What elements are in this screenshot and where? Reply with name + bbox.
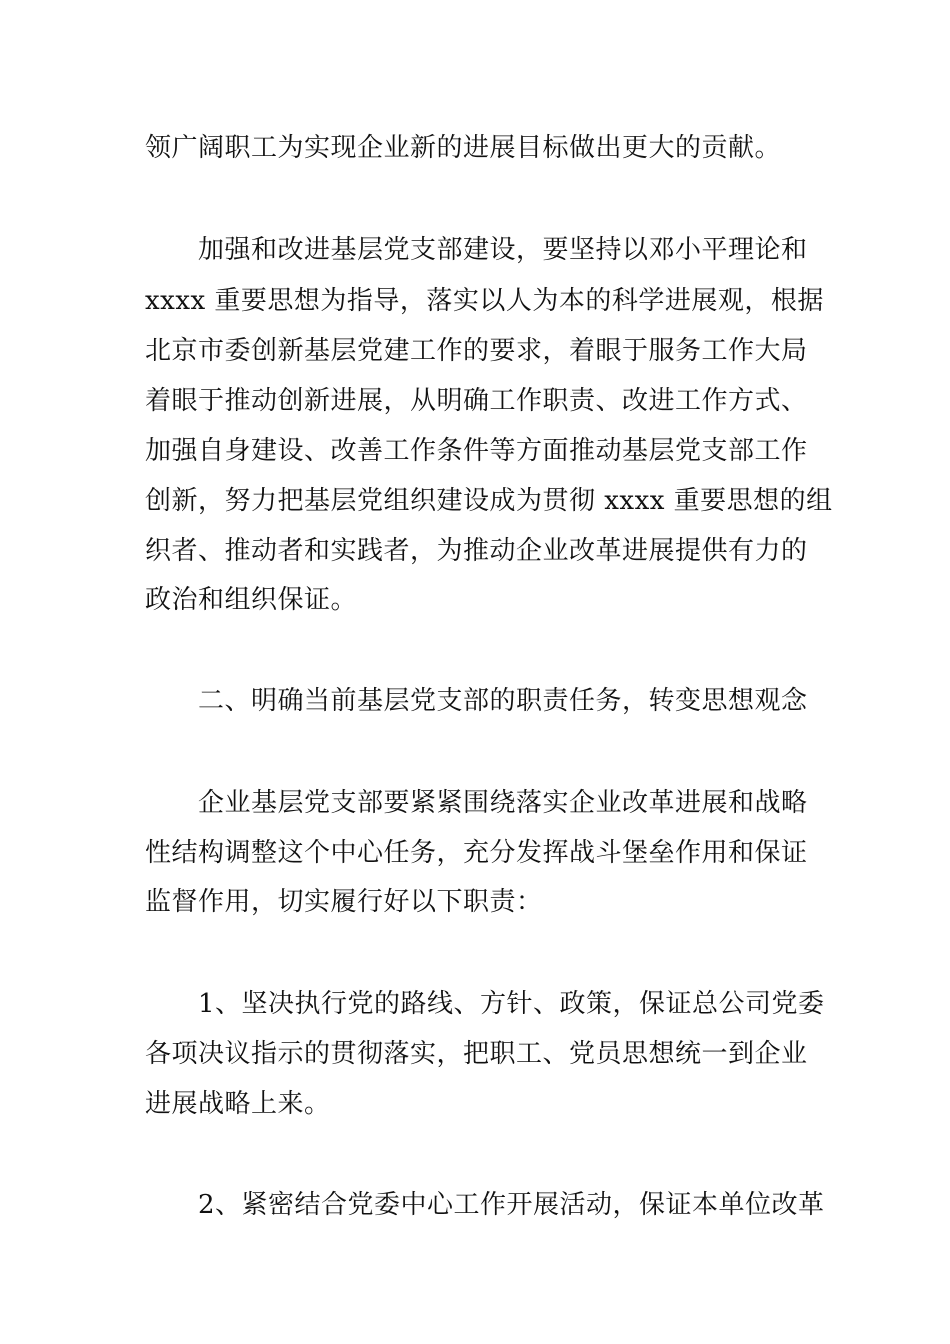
- paragraph-line: 监督作用，切实履行好以下职责：: [145, 887, 543, 917]
- paragraph-line: 企业基层党支部要紧紧围绕落实企业改革进展和战略: [198, 788, 808, 818]
- paragraph-line: 性结构调整这个中心任务，充分发挥战斗堡垒作用和保证: [145, 838, 808, 868]
- list-item-line: 进展战略上来。: [145, 1089, 331, 1119]
- paragraph-line: 创新，努力把基层党组织建设成为贯彻 xxxx 重要思想的组: [145, 486, 833, 516]
- list-item-line: 2、紧密结合党委中心工作开展活动，保证本单位改革: [198, 1190, 825, 1220]
- paragraph-line: 加强自身建设、改善工作条件等方面推动基层党支部工作: [145, 436, 808, 466]
- paragraph-line: 政治和组织保证。: [145, 585, 358, 615]
- list-item-line: 各项决议指示的贯彻落实，把职工、党员思想统一到企业: [145, 1039, 808, 1069]
- paragraph-line: 北京市委创新基层党建工作的要求，着眼于服务工作大局: [145, 336, 808, 366]
- paragraph-line: 加强和改进基层党支部建设，要坚持以邓小平理论和: [198, 235, 808, 265]
- list-item-line: 1、坚决执行党的路线、方针、政策，保证总公司党委: [198, 989, 825, 1019]
- paragraph-line: xxxx 重要思想为指导，落实以人为本的科学进展观，根据: [145, 286, 824, 316]
- paragraph-line: 织者、推动者和实践者，为推动企业改革进展提供有力的: [145, 536, 808, 566]
- section-heading: 二、明确当前基层党支部的职责任务，转变思想观念: [198, 686, 808, 716]
- paragraph-line: 领广阔职工为实现企业新的进展目标做出更大的贡献。: [145, 133, 782, 163]
- paragraph-line: 着眼于推动创新进展，从明确工作职责、改进工作方式、: [145, 386, 808, 416]
